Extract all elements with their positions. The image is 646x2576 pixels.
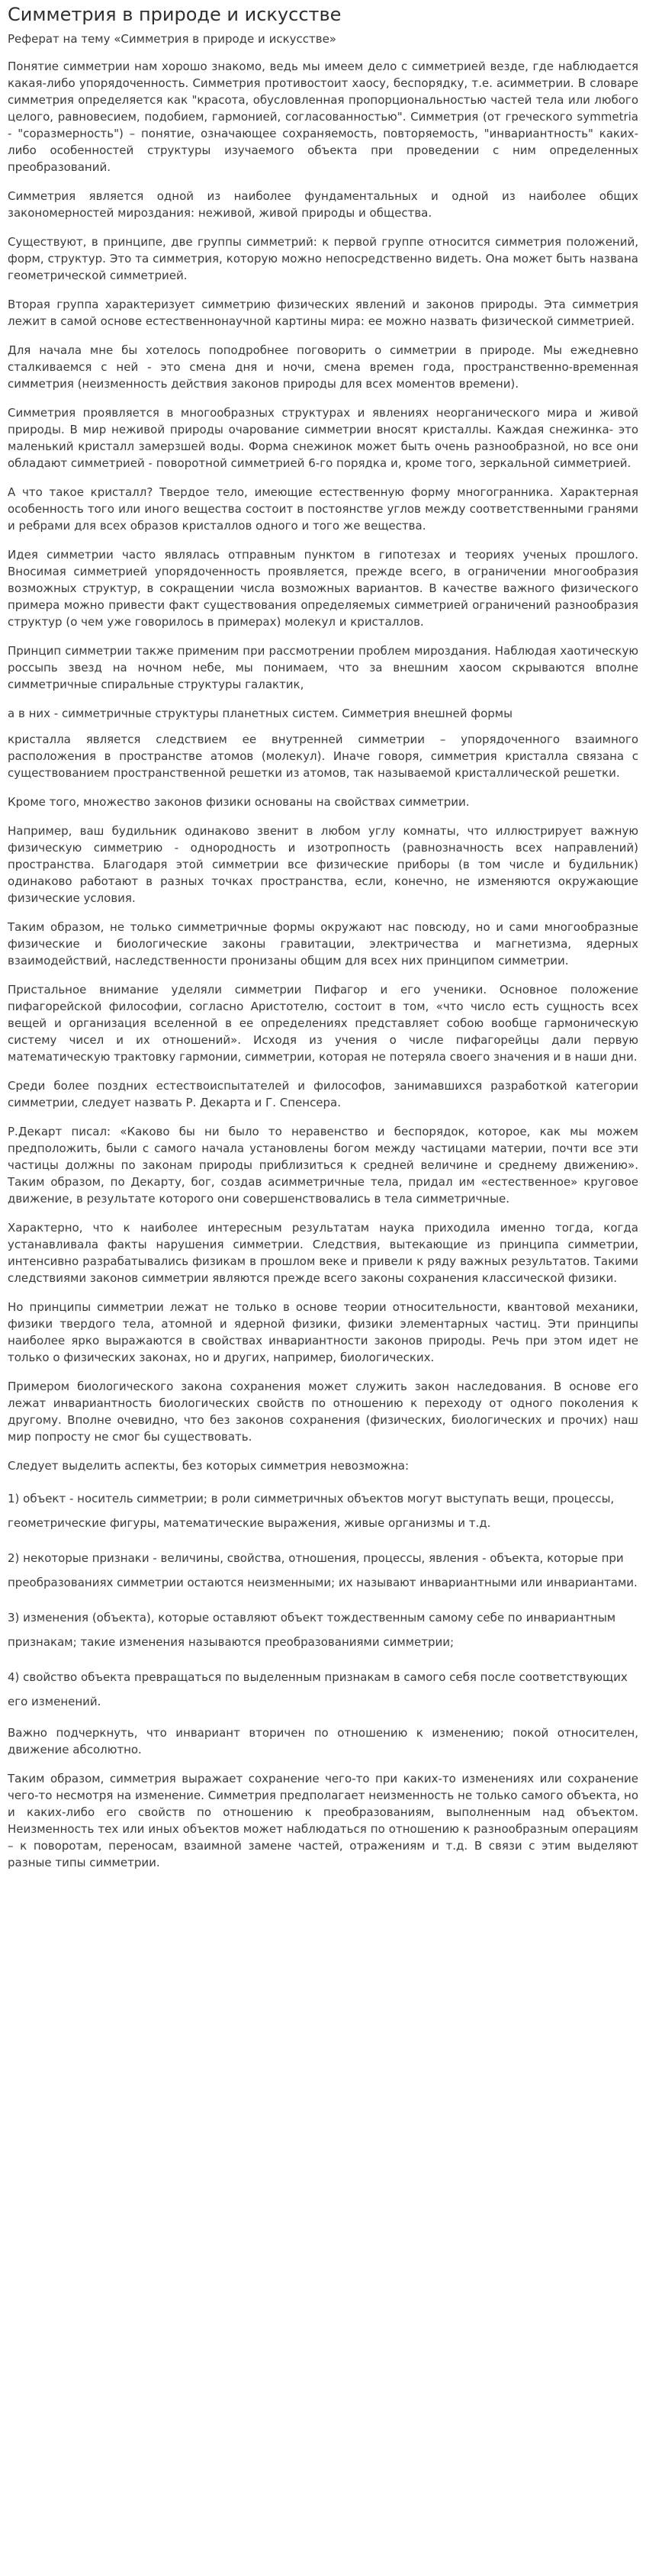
page-title: Симметрия в природе и искусстве [8,4,342,25]
list-item-4: 4) свойство объекта превращаться по выделенным признакам в самого себя после соответствующих его изменений. [8,1670,628,1708]
paragraph-9: Принцип симметрии также применим при рассмотрении проблем мироздания. Наблюдая хаотическую россыпь звезд на ночном небе, мы понимаем, что за внешним хаосом скрываются вполне симметричные спиральные структуры галактик, [8,644,638,691]
article-subtitle: Реферат на тему «Симметрия в природе и искусстве» [8,32,336,46]
paragraph-14: Таким образом, не только симметричные формы окружают нас повсюду, но и сами многообразные физические и биологические законы гравитации, электричества и магнетизма, ядерных взаимодействий, наследственности пронизаны общим для всех них принципом симметрии. [8,920,638,968]
paragraph-16: Среди более поздних естествоиспытателей и философов, занимавшихся разработкой категории симметрии, следует назвать Р. Декарта и Г. Спенсера. [8,1079,638,1109]
paragraph-21: Следует выделить аспекты, без которых симметрия невозможна: [8,1459,410,1473]
paragraph-18: Характерно, что к наиболее интересным результатам наука приходила именно тогда, когда устанавливала факты нарушения симметрии. Следствия, вытекающие из принципа симметрии, интенсивно разрабатывались физикам в прошлом веке и привели к ряду важных результатов. Такими следствиями законов симметрии являются прежде всего законы сохранения классической физики. [8,1221,638,1285]
paragraph-5: Для начала мне бы хотелось поподробнее поговорить о симметрии в природе. Мы ежедневно сталкиваемся с ней - это смена дня и ночи, смена времен года, пространственно-временная симметрия (неизменность действия законов природы для всех моментов времени). [8,343,638,391]
paragraph-10: а в них - симметричные структуры планетных систем. Симметрия внешней формы [8,707,513,720]
paragraph-20: Примером биологического закона сохранения может служить закон наследования. В основе его лежат инвариантность биологических свойств по отношению к переходу от одного поколения к другому. Вполне очевидно, что без законов сохранения (физических, биологических и прочих) наш мир попросту не смог бы существовать. [8,1380,638,1444]
paragraph-12: Кроме того, множество законов физики основаны на свойствах симметрии. [8,795,470,809]
paragraph-7: А что такое кристалл? Твердое тело, имеющие естественную форму многогранника. Характерная особенность того или иного вещества состоит в постоянстве углов между соответственными гранями и ребрами для всех образов кристаллов одного и того же вещества. [8,485,638,533]
paragraph-11: кристалла является следствием ее внутренней симметрии – упорядоченного взаимного расположения в пространстве атомов (молекул). Иначе говоря, симметрия кристалла связана с существованием пространственной решетки из атомов, так называемой кристаллической решетки. [8,733,638,780]
list-item-2: 2) некоторые признаки - величины, свойства, отношения, процессы, явления - объекта, которые при преобразованиях симметрии остаются неизменными; их называют инвариантными или инвариантами. [8,1551,638,1589]
paragraph-3: Существуют, в принципе, две группы симметрий: к первой группе относится симметрия положений, форм, структур. Это та симметрия, которую можно непосредственно видеть. Она может быть названа геометрической симметрией. [8,235,638,282]
paragraph-13: Например, ваш будильник одинаково звенит в любом углу комнаты, что иллюстрирует важную физическую симметрию - однородность и изотропность (равнозначность всех направлений) пространства. Благодаря этой симметрии все физические приборы (в том числе и будильник) одинаково работают в разных точках пространства, если, конечно, не изменяются окружающие физические условия. [8,824,638,905]
paragraph-17: Р.Декарт писал: «Каково бы ни было то неравенство и беспорядок, которое, как мы можем предположить, были с самого начала установлены богом между частицами материи, почти все эти частицы должны по законам природы приблизиться к средней величине и среднему движению». Таким образом, по Декарту, бог, создав асимметричные тела, придал им «естественное» круговое движение, в результате которого они совершенствовались в тела симметричные. [8,1125,638,1206]
list-item-3: 3) изменения (объекта), которые оставляют объект тождественным самому себе по инвариантным признакам; такие изменения называются преобразованиями симметрии; [8,1611,616,1649]
paragraph-2: Симметрия является одной из наиболее фундаментальных и одной из наиболее общих закономерностей мироздания: неживой, живой природы и общества. [8,189,638,220]
paragraph-8: Идея симметрии часто являлась отправным пунктом в гипотезах и теориях ученых прошлого. Вносимая симметрией упорядоченность проявляется, прежде всего, в ограничении многообразия возможных структур, в сокращении числа возможных вариантов. В качестве важного физического примера можно привести факт существования определяемых симметрией ограничений разнообразия структур (о чем уже говорилось в примерах) молекул и кристаллов. [8,548,638,629]
paragraph-4: Вторая группа характеризует симметрию физических явлений и законов природы. Эта симметрия лежит в самой основе естественнонаучной картины мира: ее можно назвать физической симметрией. [8,298,638,328]
list-item-1: 1) объект - носитель симметрии; в роли симметричных объектов могут выступать вещи, процессы, геометрические фигуры, математические выражения, живые организмы и т.д. [8,1492,615,1530]
paragraph-19: Но принципы симметрии лежат не только в основе теории относительности, квантовой механики, физики твердого тела, атомной и ядерной физики, физики элементарных частиц. Эти принципы наиболее ярко выражаются в свойствах инвариантности законов природы. Речь при этом идет не только о физических законах, но и других, например, биологических. [8,1300,638,1364]
paragraph-6: Симметрия проявляется в многообразных структурах и явлениях неорганического мира и живой природы. В мир неживой природы очарование симметрии вносят кристаллы. Каждая снежинка- это маленький кристалл замерзшей воды. Форма снежинок может быть очень разнообразной, но все они обладают симметрией - поворотной симметрией 6-го порядка и, кроме того, зеркальной симметрией. [8,406,638,470]
paragraph-23: Таким образом, симметрия выражает сохранение чего-то при каких-то изменениях или сохранение чего-то несмотря на изменение. Симметрия предполагает неизменность не только самого объекта, но и каких-либо его свойств по отношению к преобразованиям, выполненным над объектом. Неизменность тех или иных объектов может наблюдаться по отношению к разнообразным операциям – к поворотам, переносам, взаимной замене частей, отражениям и т.д. В связи с этим выделяют разные типы симметрии. [8,1772,638,1869]
paragraph-15: Пристальное внимание уделяли симметрии Пифагор и его ученики. Основное положение пифагорейской философии, согласно Аристотелю, состоит в том, «что число есть сущность всех вещей и организация вселенной в ее определениях представляет собою вообще гармоническую систему чисел и их отношений». Исходя из учения о числе пифагорейцы дали первую математическую трактовку гармонии, симметрии, которая не потеряла своего значения и в наши дни. [8,983,638,1064]
paragraph-22: Важно подчеркнуть, что инвариант вторичен по отношению к изменению; покой относителен, движение абсолютно. [8,1726,638,1757]
paragraph-1: Понятие симметрии нам хорошо знакомо, ведь мы имеем дело с симметрией везде, где наблюдается какая-либо упорядоченность. Симметрия противостоит хаосу, беспорядку, т.е. асимметрии. В словаре симметрия определяется как "красота, обусловленная пропорциональностью частей тела или любого целого, равновесием, подобием, гармонией, согласованностью". Симметрия (от греческого symmetria - "соразмерность") – понятие, означающее сохраняемость, повторяемость, "инвариантность" каких-либо особенностей структуры изучаемого объекта при проведении с ним определенных преобразований. [8,60,638,174]
article-body [8,58,638,1871]
